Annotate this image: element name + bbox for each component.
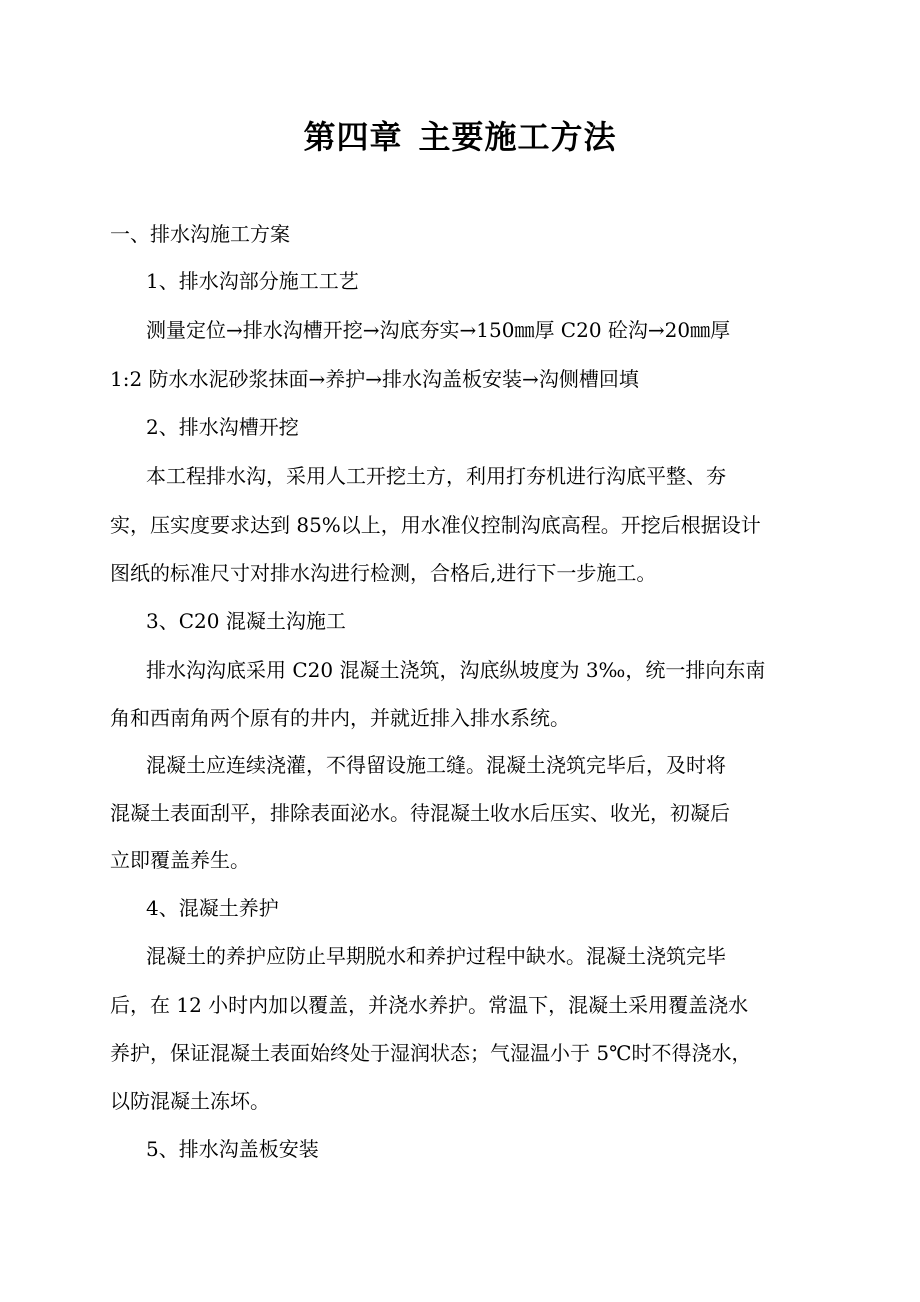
paragraph-line: 混凝土的养护应防止早期脱水和养护过程中缺水。混凝土浇筑完毕 <box>146 944 726 968</box>
paragraph-line: 1:2 防水水泥砂浆抹面→养护→排水沟盖板安装→沟侧槽回填 <box>110 367 639 391</box>
paragraph-line: 图纸的标准尺寸对排水沟进行检测，合格后,进行下一步施工。 <box>110 561 657 585</box>
paragraph-line: 以防混凝土冻坏。 <box>110 1089 270 1113</box>
subsection-heading-2: 2、排水沟槽开挖 <box>146 415 299 439</box>
paragraph-line: 测量定位→排水沟槽开挖→沟底夯实→150㎜厚 C20 砼沟→20㎜厚 <box>146 318 731 342</box>
subsection-heading-4: 4、混凝土养护 <box>146 896 279 920</box>
chapter-name: 主要施工方法 <box>418 118 617 156</box>
subsection-heading-1: 1、排水沟部分施工工艺 <box>146 269 359 293</box>
subsection-heading-3: 3、C20 混凝土沟施工 <box>146 609 346 633</box>
paragraph-line: 实，压实度要求达到 85%以上，用水准仪控制沟底高程。开挖后根据设计 <box>110 513 761 537</box>
section-heading: 一、排水沟施工方案 <box>110 222 290 246</box>
paragraph-line: 立即覆盖养生。 <box>110 848 250 872</box>
paragraph-line: 养护，保证混凝土表面始终处于湿润状态；气湿温小于 5℃时不得浇水， <box>110 1041 752 1065</box>
paragraph-line: 混凝土应连续浇灌，不得留设施工缝。混凝土浇筑完毕后，及时将 <box>146 753 726 777</box>
chapter-title <box>0 112 920 162</box>
paragraph-line: 排水沟沟底采用 C20 混凝土浇筑，沟底纵坡度为 3‰，统一排向东南 <box>146 658 766 682</box>
subsection-heading-5: 5、排水沟盖板安装 <box>146 1137 319 1161</box>
paragraph-line: 混凝土表面刮平，排除表面泌水。待混凝土收水后压实、收光，初凝后 <box>110 801 730 825</box>
paragraph-line: 后，在 12 小时内加以覆盖，并浇水养护。常温下，混凝土采用覆盖浇水 <box>110 993 749 1017</box>
chapter-number: 第四章 <box>303 118 403 156</box>
paragraph-line: 本工程排水沟，采用人工开挖土方，利用打夯机进行沟底平整、夯 <box>146 464 726 488</box>
paragraph-line: 角和西南角两个原有的井内，并就近排入排水系统。 <box>110 706 570 730</box>
